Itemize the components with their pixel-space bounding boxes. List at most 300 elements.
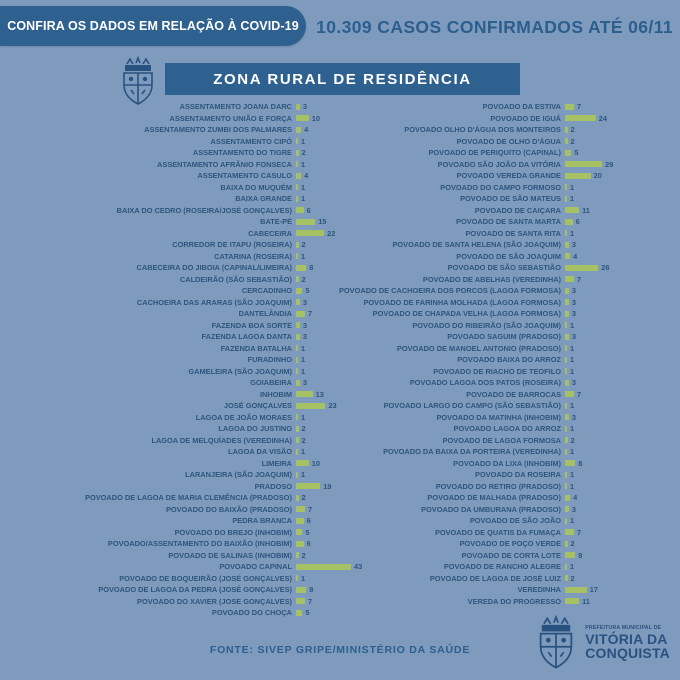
value-bar <box>565 368 567 374</box>
value-bar <box>296 242 299 248</box>
locality-label: ASSENTAMENTO AFRÂNIO FONSECA <box>157 159 292 169</box>
list-item <box>330 423 613 435</box>
value-label: 23 <box>328 401 337 411</box>
value-bar <box>296 345 298 351</box>
value-bar <box>565 380 569 386</box>
logo-line-1: PREFEITURA MUNICIPAL DE <box>585 625 662 632</box>
value-label: 1 <box>570 355 575 365</box>
value-label: 4 <box>304 125 309 135</box>
locality-label: CALDEIRÃO (SÃO SEBASTIÃO) <box>179 274 292 284</box>
list-item <box>330 159 613 171</box>
locality-label: POVOADO DE POÇO VERDE <box>459 539 561 549</box>
value-bar <box>565 150 571 156</box>
list-item <box>330 193 613 205</box>
value-label: 5 <box>305 286 310 296</box>
value-bar <box>296 299 300 305</box>
value-bar <box>296 207 304 213</box>
value-label: 15 <box>318 217 327 227</box>
locality-label: ASSENTAMENTO JOANA DARC <box>179 102 292 112</box>
locality-label: CABECEIRA DO JIBOIA (CAPINAL/LIMEIRA) <box>136 263 292 273</box>
value-label: 3 <box>571 297 576 307</box>
locality-label: POVOADO BAIXA DO ARROZ <box>457 355 561 365</box>
list-item <box>330 182 613 194</box>
value-label: 2 <box>570 435 575 445</box>
locality-label: LAGOA DE JOÃO MORAES <box>195 412 292 422</box>
value-label: 6 <box>306 539 311 549</box>
value-label: 7 <box>576 274 582 284</box>
locality-label: POVOADO/ASSENTAMENTO DO BAIXÃO (INHOBIM) <box>107 539 292 549</box>
locality-label: POVOADO VEREDA GRANDE <box>456 171 561 181</box>
list-item <box>330 561 613 573</box>
value-label: 7 <box>307 309 313 319</box>
list-item <box>330 366 613 378</box>
list-item <box>6 492 362 504</box>
locality-label: POVOADO DE RIACHO DE TEOFILO <box>433 366 561 376</box>
value-bar <box>565 495 570 501</box>
locality-label: POVOADO DE CHAPADA VELHA (LAGOA FORMOSA) <box>372 309 561 319</box>
list-item <box>330 228 613 240</box>
value-bar <box>565 552 575 558</box>
list-item <box>6 596 362 608</box>
locality-label: POVOADO DE IGUÁ <box>490 113 561 123</box>
value-label: 2 <box>570 539 575 549</box>
value-label: 6 <box>575 217 580 227</box>
value-label: 1 <box>301 182 306 192</box>
list-item <box>330 481 613 493</box>
locality-label: POVOADO DE ABELHAS (VEREDINHA) <box>422 274 561 284</box>
value-label: 5 <box>305 608 310 618</box>
value-bar <box>565 345 567 351</box>
list-item <box>330 584 613 596</box>
locality-label: POVOADO DE SALINAS (INHOBIM) <box>168 550 292 560</box>
list-item <box>6 159 362 171</box>
value-bar <box>296 598 305 604</box>
value-bar <box>296 276 299 282</box>
value-label: 1 <box>570 447 575 457</box>
list-item <box>330 101 613 113</box>
list-item <box>6 262 362 274</box>
value-label: 20 <box>593 171 602 181</box>
value-bar <box>296 403 325 409</box>
value-label: 10 <box>311 458 321 468</box>
list-item <box>6 584 362 596</box>
locality-label: LAGOA DA VISÃO <box>228 447 292 457</box>
prefeitura-logo <box>533 615 670 672</box>
value-bar <box>565 173 591 179</box>
list-item <box>6 113 362 125</box>
list-item <box>6 193 362 205</box>
locality-label: GOIABEIRA <box>250 378 292 388</box>
list-item <box>6 515 362 527</box>
value-bar <box>296 391 313 397</box>
locality-label: POVOADO DE QUATIS DA FUMAÇA <box>434 527 561 537</box>
value-bar <box>296 265 306 271</box>
value-bar <box>296 104 300 110</box>
locality-label: BAIXA GRANDE <box>235 194 292 204</box>
value-label: 1 <box>301 251 306 261</box>
value-bar <box>565 506 569 512</box>
value-label: 11 <box>582 205 590 215</box>
value-bar <box>296 334 300 340</box>
value-bar <box>565 541 568 547</box>
value-bar <box>296 196 298 202</box>
value-bar <box>296 184 298 190</box>
value-bar <box>565 219 573 225</box>
value-label: 10 <box>311 113 321 123</box>
value-bar <box>296 552 299 558</box>
list-item <box>6 170 362 182</box>
value-label: 1 <box>301 343 306 353</box>
value-label: 6 <box>306 516 311 526</box>
locality-label: ASSENTAMENTO UNIÃO E FORÇA <box>169 113 292 123</box>
locality-label: LAGOA DE MELQUÍADES (VEREDINHA) <box>151 435 292 445</box>
list-item <box>330 170 613 182</box>
list-item <box>6 101 362 113</box>
value-bar <box>296 161 298 167</box>
locality-label: POVOADO DA UMBURANA (PRADOSO) <box>421 504 561 514</box>
value-label: 1 <box>570 343 575 353</box>
locality-label: INHOBIM <box>259 389 292 399</box>
value-label: 1 <box>570 228 575 238</box>
list-item <box>330 285 613 297</box>
locality-label: POVOADO DE PERIQUITO (CAPINAL) <box>428 148 561 158</box>
value-label: 3 <box>302 297 307 307</box>
value-label: 2 <box>301 240 306 250</box>
value-label: 7 <box>576 389 582 399</box>
value-label: 8 <box>578 550 583 560</box>
value-label: 2 <box>570 573 575 583</box>
value-bar <box>565 311 569 317</box>
value-bar <box>565 115 596 121</box>
value-label: 1 <box>570 424 575 434</box>
value-bar <box>565 575 568 581</box>
locality-label: BAIXA DO CEDRO (ROSEIRA/JOSÉ GONÇALVES) <box>116 205 292 215</box>
locality-label: POVOADO DO CAMPO FORMOSO <box>440 182 561 192</box>
list-item <box>330 412 613 424</box>
value-label: 1 <box>301 447 306 457</box>
locality-label: ASSENTAMENTO DO TIGRE <box>192 148 292 158</box>
value-bar <box>565 265 598 271</box>
value-label: 22 <box>327 228 336 238</box>
list-item <box>330 435 613 447</box>
list-item <box>330 596 613 608</box>
header-badge <box>0 6 306 46</box>
value-label: 3 <box>571 332 576 342</box>
value-label: 24 <box>598 113 607 123</box>
locality-label: LIMEIRA <box>261 458 292 468</box>
value-label: 5 <box>574 148 579 158</box>
locality-label: VEREDINHA <box>517 585 561 595</box>
value-label: 2 <box>570 125 575 135</box>
value-bar <box>565 104 574 110</box>
list-item <box>330 469 613 481</box>
list-item <box>330 354 613 366</box>
list-item <box>330 320 613 332</box>
list-item <box>6 400 362 412</box>
locality-label: POVOADO DO BREJO (INHOBIM) <box>174 527 292 537</box>
locality-label: POVOADO DE LAGOA DE JOSÉ LUIZ <box>429 573 561 583</box>
locality-label: POVOADO DE LAGOA DE MARIA CLEMÊNCIA (PRADOSO) <box>85 493 292 503</box>
value-bar <box>296 380 300 386</box>
list-item <box>6 343 362 355</box>
value-bar <box>296 230 324 236</box>
list-item <box>330 239 613 251</box>
list-item <box>330 308 613 320</box>
list-item <box>6 136 362 148</box>
list-item <box>6 458 362 470</box>
value-bar <box>565 426 567 432</box>
list-item <box>330 446 613 458</box>
value-bar <box>565 242 569 248</box>
list-item <box>330 274 613 286</box>
value-label: 26 <box>601 263 610 273</box>
locality-label: POVOADO DE SÃO JOAQUIM <box>456 251 561 261</box>
value-bar <box>296 115 309 121</box>
list-item <box>330 113 613 125</box>
value-bar <box>565 299 569 305</box>
value-bar <box>565 472 567 478</box>
logo-line-2: VITÓRIA DA <box>585 630 668 647</box>
city-crest-icon <box>533 615 579 672</box>
value-label: 4 <box>573 251 578 261</box>
list-item <box>6 251 362 263</box>
locality-label: CORREDOR DE ITAPU (ROSEIRA) <box>172 240 292 250</box>
section-title: ZONA RURAL DE RESIDÊNCIA <box>213 70 472 88</box>
list-item <box>6 550 362 562</box>
list-item <box>6 366 362 378</box>
value-bar <box>565 127 568 133</box>
value-bar <box>296 449 298 455</box>
value-bar <box>296 472 298 478</box>
list-item <box>6 308 362 320</box>
value-bar <box>565 207 579 213</box>
value-label: 13 <box>315 389 324 399</box>
value-label: 3 <box>571 286 576 296</box>
list-item <box>330 527 613 539</box>
locality-label: POVOADO DE LAGOA FORMOSA <box>442 435 561 445</box>
list-item <box>6 274 362 286</box>
locality-label: POVOADO LAGOA DOS PATOS (ROSEIRA) <box>409 378 561 388</box>
locality-label: POVOADO DE SÃO JOÃO <box>469 516 561 526</box>
list-item <box>330 504 613 516</box>
locality-label: POVOADO DE BOQUEIRÃO (JOSÉ GONÇALVES) <box>119 573 292 583</box>
locality-label: POVOADO DA BAIXA DA PORTEIRA (VEREDINHA) <box>383 447 561 457</box>
list-item <box>6 481 362 493</box>
list-item <box>330 538 613 550</box>
list-item <box>6 285 362 297</box>
value-bar <box>296 529 302 535</box>
list-item <box>330 124 613 136</box>
list-item <box>6 228 362 240</box>
value-label: 19 <box>323 481 332 491</box>
value-bar <box>296 219 315 225</box>
value-label: 11 <box>582 596 590 606</box>
value-label: 3 <box>302 102 307 112</box>
list-item <box>330 400 613 412</box>
locality-label: POVOADO DE LAGOA DA PEDRA (JOSÉ GONÇALVES) <box>98 585 292 595</box>
value-label: 1 <box>570 562 575 572</box>
list-item <box>330 515 613 527</box>
list-item <box>6 377 362 389</box>
value-label: 4 <box>573 493 578 503</box>
list-item <box>330 136 613 148</box>
list-item <box>6 527 362 539</box>
value-label: 1 <box>301 470 306 480</box>
value-bar <box>296 368 298 374</box>
value-label: 2 <box>301 435 306 445</box>
locality-label: POVOADO DE SANTA HELENA (SÃO JOAQUIM) <box>392 240 561 250</box>
value-label: 43 <box>354 562 363 572</box>
locality-label: POVOADO DE SÃO MATEUS <box>460 194 561 204</box>
value-bar <box>565 518 567 524</box>
value-label: 1 <box>301 136 306 146</box>
value-label: 3 <box>571 378 576 388</box>
value-bar <box>296 426 299 432</box>
list-item <box>6 446 362 458</box>
locality-label: BATE-PÉ <box>260 217 292 227</box>
value-bar <box>565 403 567 409</box>
locality-label: FURADINHO <box>247 355 292 365</box>
list-item <box>330 331 613 343</box>
list-item <box>6 147 362 159</box>
value-bar <box>296 127 301 133</box>
locality-label: ASSENTAMENTO CIPÓ <box>210 136 292 146</box>
value-label: 3 <box>302 378 307 388</box>
locality-label: POVOADO DO RIBEIRÃO (SÃO JOAQUIM) <box>412 320 561 330</box>
value-label: 7 <box>576 527 582 537</box>
locality-label: POVOADO OLHO D'ÁGUA DOS MONTEIROS <box>404 125 561 135</box>
value-bar <box>296 575 298 581</box>
value-bar <box>296 150 299 156</box>
locality-label: POVOADO DE SANTA RITA <box>465 228 561 238</box>
locality-label: CERCADINHO <box>241 286 292 296</box>
list-item <box>6 320 362 332</box>
locality-label: POVOADO SÃO JOÃO DA VITÓRIA <box>437 159 561 169</box>
value-label: 8 <box>578 458 583 468</box>
value-bar <box>296 357 298 363</box>
locality-label: POVOADO DO RETIRO (PRADOSO) <box>435 481 561 491</box>
locality-label: POVOADO DE CACHOEIRA DOS PORCOS (LAGOA FORMOSA) <box>339 286 561 296</box>
value-label: 2 <box>301 424 306 434</box>
value-bar <box>296 541 304 547</box>
value-label: 8 <box>309 585 314 595</box>
value-label: 1 <box>570 401 575 411</box>
locality-label: POVOADO CAPINAL <box>219 562 292 572</box>
value-bar <box>296 506 305 512</box>
list-item <box>330 389 613 401</box>
list-item <box>6 354 362 366</box>
value-bar <box>296 483 320 489</box>
locality-label: POVOADO DE FARINHA MOLHADA (LAGOA FORMOSA) <box>363 297 561 307</box>
value-label: 1 <box>301 355 306 365</box>
locality-label: PEDRA BRANCA <box>232 516 292 526</box>
list-item <box>330 297 613 309</box>
value-label: 1 <box>570 182 575 192</box>
value-bar <box>296 518 304 524</box>
locality-label: FAZENDA BATALHA <box>220 343 292 353</box>
value-bar <box>565 322 567 328</box>
prefeitura-logo-text <box>585 626 670 661</box>
locality-label: POVOADO DO XAVIER (JOSE GONÇALVES) <box>137 596 292 606</box>
list-item <box>6 331 362 343</box>
list-item <box>6 239 362 251</box>
value-bar <box>296 311 305 317</box>
list-item <box>6 561 362 573</box>
value-bar <box>565 161 602 167</box>
locality-label: POVOADO SAGUIM (PRADOSO) <box>447 332 561 342</box>
locality-label: POVOADO DE CORTA LOTE <box>461 550 561 560</box>
value-label: 7 <box>307 596 313 606</box>
list-item <box>6 412 362 424</box>
value-bar <box>296 460 309 466</box>
list-item <box>330 205 613 217</box>
value-bar <box>565 391 574 397</box>
locality-label: FAZENDA BOA SORTE <box>211 320 292 330</box>
value-bar <box>565 483 567 489</box>
list-item <box>6 504 362 516</box>
locality-label: POVOADO DA LIXA (INHOBIM) <box>453 458 561 468</box>
value-bar <box>565 230 567 236</box>
locality-label: VEREDA DO PROGRESSO <box>467 596 561 606</box>
logo-line-3: CONQUISTA <box>585 645 670 662</box>
value-bar <box>565 196 567 202</box>
value-label: 5 <box>305 527 310 537</box>
list-item <box>330 251 613 263</box>
data-source-text: FONTE: SIVEP GRIPE/MINISTÉRIO DA SAÚDE <box>209 644 471 656</box>
list-item <box>6 435 362 447</box>
list-item <box>6 182 362 194</box>
value-label: 3 <box>571 240 576 250</box>
value-bar <box>565 564 567 570</box>
locality-label: POVOADO DO BAIXÃO (PRADOSO) <box>165 504 292 514</box>
locality-label: POVOADO DE SANTA MARTA <box>456 217 561 227</box>
locality-label: POVOADO DE OLHO D'ÁGUA <box>456 136 561 146</box>
locality-label: POVOADO DO CHOÇA <box>211 608 292 618</box>
value-label: 2 <box>570 136 575 146</box>
header-badge-label: CONFIRA OS DADOS EM RELAÇÃO À COVID-19 <box>7 19 299 33</box>
value-label: 8 <box>309 263 314 273</box>
confirmed-cases-text: 10.309 CASOS CONFIRMADOS ATÉ 06/11 <box>316 17 673 37</box>
list-item <box>6 124 362 136</box>
locality-label: GAMELEIRA (SÃO JOAQUIM) <box>188 366 292 376</box>
locality-label: POVOADO DA ESTIVA <box>482 102 561 112</box>
list-item <box>6 205 362 217</box>
value-label: 1 <box>570 470 575 480</box>
locality-label: POVOADO DE SÃO SEBASTIÃO <box>447 263 561 273</box>
value-label: 1 <box>301 159 306 169</box>
locality-label: POVOADO DE BARROCAS <box>466 389 561 399</box>
value-bar <box>296 495 299 501</box>
locality-label: POVOADO DA MATINHA (INHOBIM) <box>436 412 561 422</box>
list-item <box>330 458 613 470</box>
list-item <box>330 216 613 228</box>
value-bar <box>565 414 569 420</box>
list-item <box>6 538 362 550</box>
locality-label: POVOADO DA ROSEIRA <box>475 470 561 480</box>
value-bar <box>565 253 570 259</box>
value-label: 1 <box>570 481 575 491</box>
list-item <box>6 297 362 309</box>
locality-label: DANTELÂNDIA <box>238 309 292 319</box>
list-item <box>330 343 613 355</box>
value-label: 6 <box>306 205 311 215</box>
locality-label: CACHOEIRA DAS ARARAS (SÃO JOAQUIM) <box>136 297 292 307</box>
locality-label: POVOADO LARGO DO CAMPO (SÃO SEBASTIÃO) <box>383 401 561 411</box>
value-bar <box>565 529 574 535</box>
value-label: 17 <box>589 585 598 595</box>
value-bar <box>296 288 302 294</box>
value-label: 1 <box>570 320 575 330</box>
